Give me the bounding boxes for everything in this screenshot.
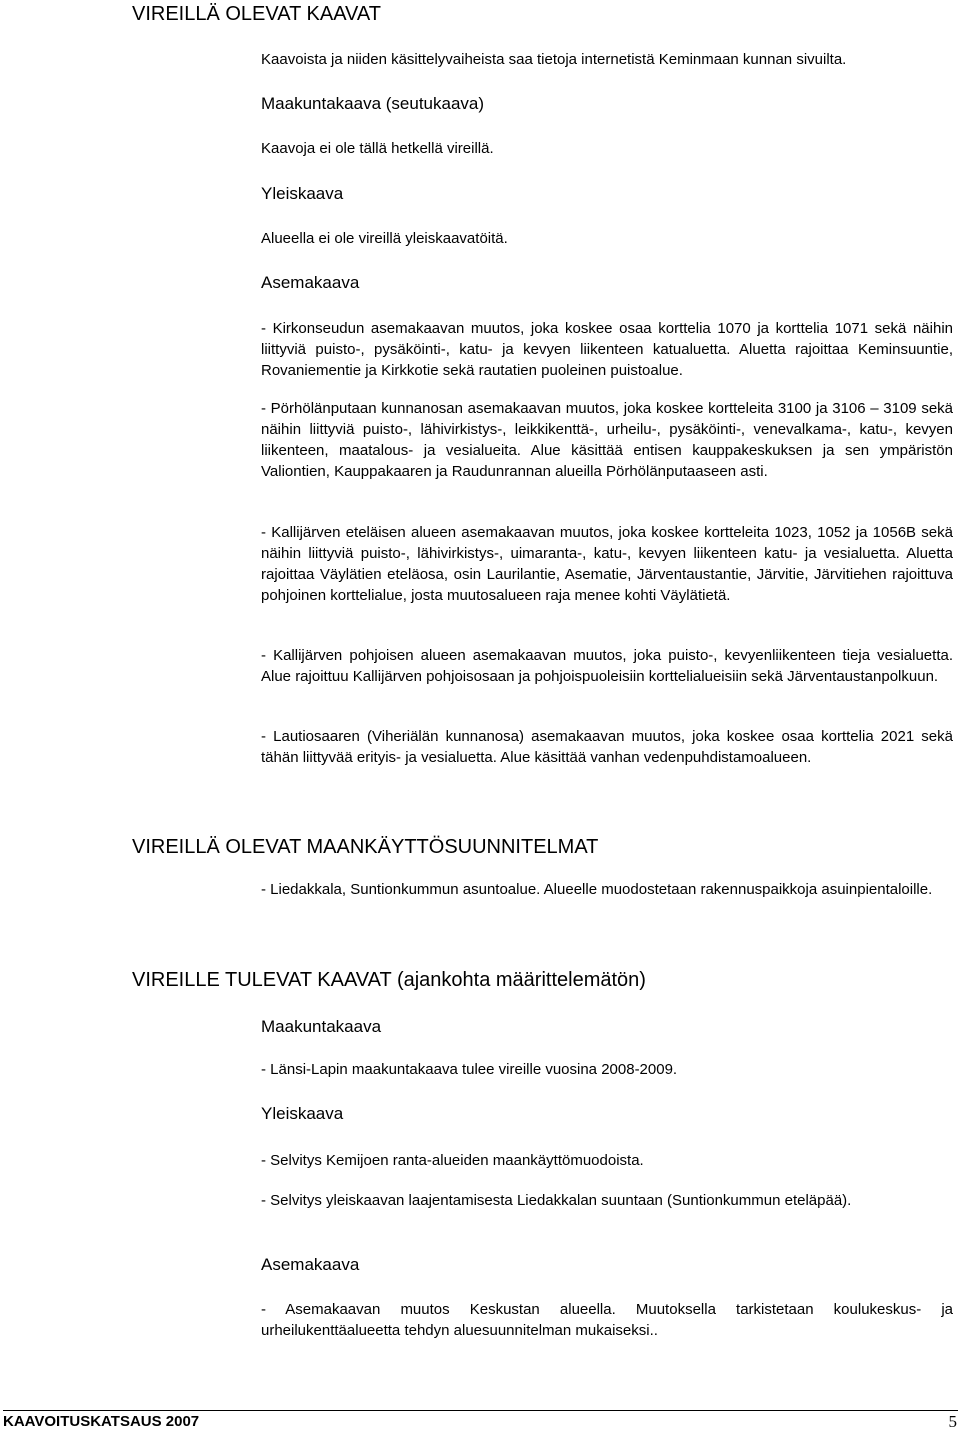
subheading-yleiskaava-2: Yleiskaava bbox=[261, 1104, 344, 1123]
subheading-maakuntakaava-2: Maakuntakaava bbox=[261, 1017, 382, 1036]
subheading-asemakaava: Asemakaava bbox=[261, 273, 360, 292]
asemakaava-item-2: - Pörhölänputaan kunnanosan asemakaavan muutos, joka koskee kortteleita 3100 ja 3106 – 3109 sekä näihin liittyviä puisto-, lähivirkistys-, leikkikenttä-, urheilu-, pysäköinti-, venevalkama-, katu-, kevyen liikenteen, maatalous- ja vesialueita. Alue käsittää entisen kauppakeskuksen ja sen ympäristön Valiontien, Kauppakaaren ja Raudunrannan alueilla Pörhölänputaaseen asti. bbox=[261, 400, 953, 480]
section-title-vireilla-olevat-kaavat: VIREILLÄ OLEVAT KAAVAT bbox=[132, 3, 381, 25]
section-title-suffix: (ajankohta määrittelemätön) bbox=[396, 969, 646, 991]
section-title-vireille-tulevat-kaavat bbox=[132, 968, 646, 992]
yleiskaava-2-item-1: - Selvitys Kemijoen ranta-alueiden maankäyttömuodoista. bbox=[261, 1152, 644, 1169]
maakuntakaava-text: Kaavoja ei ole tällä hetkellä vireillä. bbox=[261, 140, 494, 157]
asemakaava-2-text: - Asemakaavan muutos Keskustan alueella. Muutoksella tarkistetaan koulukeskus- ja urheilukenttäalueetta tehdyn aluesuunnitelman mukaiseksi.. bbox=[261, 1301, 953, 1339]
intro-paragraph: Kaavoista ja niiden käsittelyvaiheista saa tietoja internetistä Keminmaan kunnan sivuilta. bbox=[261, 51, 847, 68]
maankaytto-item: - Liedakkala, Suntionkummun asuntoalue. Alueelle muodostetaan rakennuspaikkoja asuinpientaloille. bbox=[261, 881, 933, 898]
yleiskaava-2-item-2: - Selvitys yleiskaavan laajentamisesta Liedakkalan suuntaan (Suntionkummun eteläpää). bbox=[261, 1192, 852, 1209]
subheading-maakuntakaava: Maakuntakaava (seutukaava) bbox=[261, 94, 485, 113]
asemakaava-item-1: - Kirkonseudun asemakaavan muutos, joka koskee osaa korttelia 1070 ja korttelia 1071 sekä näihin liittyviä puisto-, pysäköinti-, katu- ja kevyen liikenteen katualuetta. Aluetta rajoittaa Keminsuuntie, Rovaniementie ja Kirkkotie sekä rautatien puoleinen puistoalue. bbox=[261, 320, 953, 379]
section-title-main: VIREILLE TULEVAT KAAVAT bbox=[132, 969, 392, 991]
asemakaava-item-5: - Lautiosaaren (Viheriälän kunnanosa) asemakaavan muutos, joka koskee osaa korttelia 2021 sekä tähän liittyvää erityis- ja vesialuetta. Alue käsittää vanhan vedenpuhdistamoalueen. bbox=[261, 728, 953, 766]
section-title-maankayttosuunnitelmat: VIREILLÄ OLEVAT MAANKÄYTTÖSUUNNITELMAT bbox=[132, 836, 599, 858]
maakuntakaava-2-text: - Länsi-Lapin maakuntakaava tulee vireille vuosina 2008-2009. bbox=[261, 1061, 678, 1078]
subheading-yleiskaava: Yleiskaava bbox=[261, 184, 344, 203]
asemakaava-item-3: - Kallijärven eteläisen alueen asemakaavan muutos, joka koskee kortteleita 1023, 1052 ja 1056B sekä näihin liittyviä puisto-, lähivirkistys-, uimaranta-, katu-, kevyen liikenteen katu- ja vesialuetta. Aluetta rajoittaa Väylätien eteläosa, osin Laurilantie, Asematie, Järventaustantie, Järvitie, Järvitiehen rajoittuva pohjoinen korttelialue, josta muutosalueen raja menee kohti Väylätietä. bbox=[261, 524, 953, 604]
page-number: 5 bbox=[948, 1412, 957, 1431]
subheading-asemakaava-2: Asemakaava bbox=[261, 1255, 360, 1274]
yleiskaava-text: Alueella ei ole vireillä yleiskaavatöitä. bbox=[261, 230, 508, 247]
footer-divider bbox=[3, 1410, 958, 1411]
asemakaava-item-4: - Kallijärven pohjoisen alueen asemakaavan muutos, joka puisto-, kevyenliikenteen tieja vesialuetta. Alue rajoittuu Kallijärven pohjoisosaan ja pohjoispuoleisiin korttelialueisiin sekä Järventaustanpolkuun. bbox=[261, 647, 953, 685]
footer-title: KAAVOITUSKATSAUS 2007 bbox=[3, 1413, 200, 1430]
